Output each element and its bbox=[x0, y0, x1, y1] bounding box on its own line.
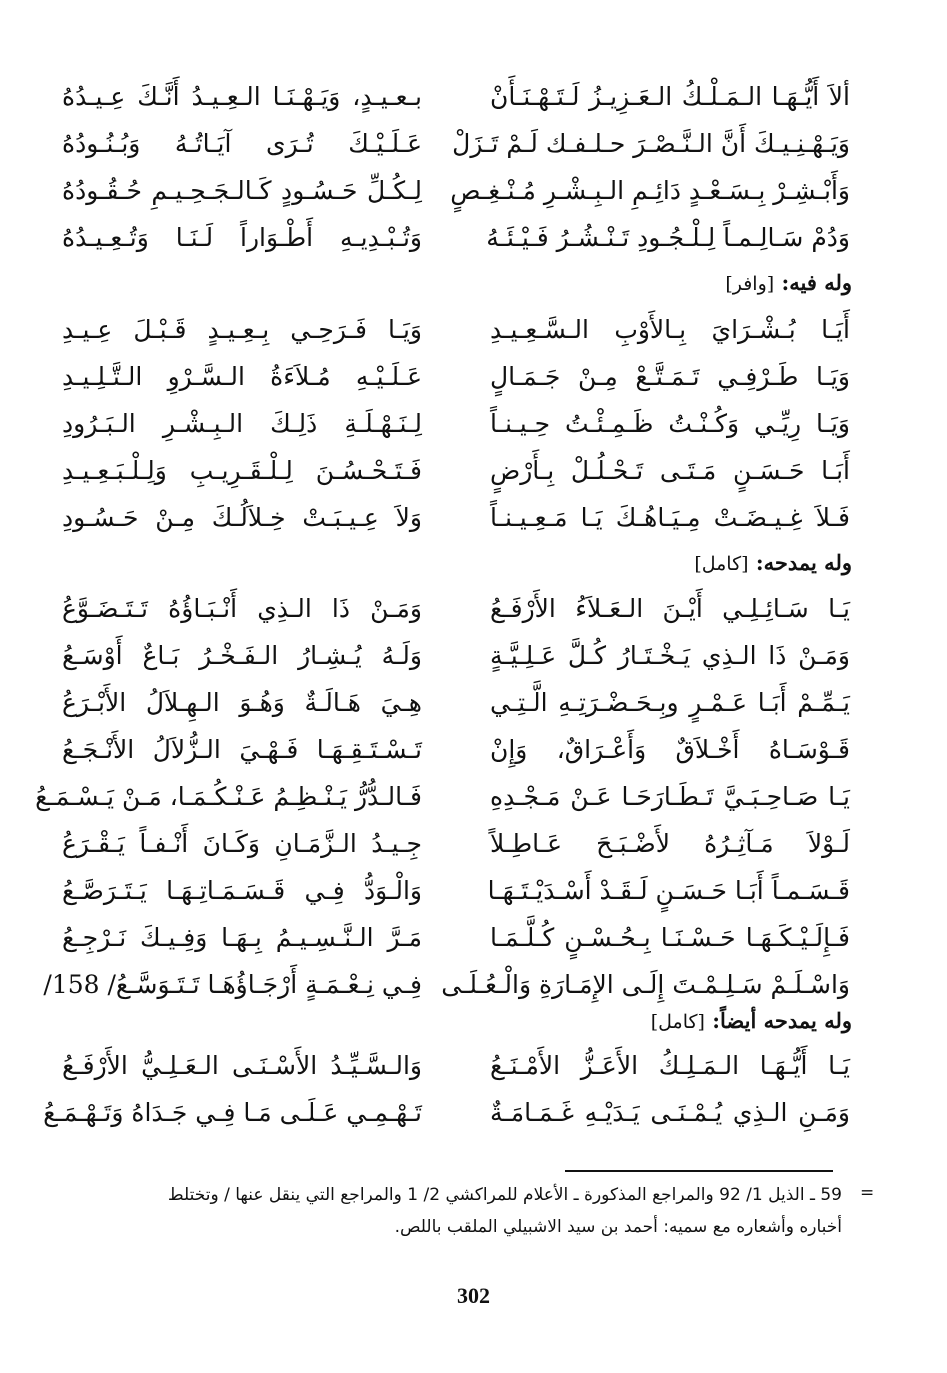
verse-row bbox=[62, 632, 850, 679]
verse-second-hemistich: وَلَـهُ يُـشِـارُ الـفَـخْـرُ بَـاعٌ أَوْسَـعُ bbox=[62, 641, 422, 670]
verse-row bbox=[35, 773, 850, 820]
verse-second-hemistich: مَـرَّ الـنَّـسِـيـمُ بِـهَـا وَفِـيـكَ نَـرْجِـعُ bbox=[62, 923, 422, 952]
verse-row bbox=[62, 447, 850, 494]
verse-second-hemistich: وَالْـوَدُّ فِـي قَـسَـمَـاتِـهَـا يَـتَـرَصَّـعُ bbox=[62, 876, 422, 905]
verse-second-hemistich: عَـلَـيْـهِ مُـلاَءَةُ الـسَّـرْوِ الـتَّـلِـيـدِ bbox=[62, 362, 422, 391]
verse-first-hemistich: فَـلاَ غِـيـضَـتْ مِـيَـاهُـكَ يَـا مَـعِـيـنـاً bbox=[490, 503, 850, 532]
verse-first-hemistich: لَـوْلاَ مَـآثِـرُهُ لأَضْـبَـحَ عَـاطِـلاً bbox=[490, 829, 850, 858]
verse-second-hemistich: عَـلَـيْـكَ تُـرَى آيَـاتُـهُ وَبُـنُـودُهُ bbox=[62, 129, 422, 158]
verse-row bbox=[43, 1089, 850, 1136]
verse-first-hemistich: وَأَبْـشِـرْ بِـسَـعْـدٍ دَائِـمِ الـبِـشْـرِ مُـنْـغِـصٍ bbox=[450, 176, 850, 205]
verse-first-hemistich: يَـا أَيُّـهَـا الـمَـلِـكُ الأَعَـزُّ الأَمْـنَـعُ bbox=[490, 1051, 850, 1080]
verse-second-hemistich: فَـالـدُّرُّ يَـنْـظِـمُ عَـنْـكُـمَـا، مَـنْ يَـسْـمَـعُ bbox=[35, 782, 422, 811]
verse-second-hemistich: تَـهْـمِـي عَـلَـى مَـا فِـي جَـدَاهُ وَتَـهْـمَـعُ bbox=[43, 1098, 422, 1127]
verse-first-hemistich: وَاسْـلَـمْ سَـلِـمْـتَ إِلَـى الإِمَـارَةِ وَالْـعُـلَـى bbox=[441, 970, 850, 999]
footnote-continuation-mark: = bbox=[860, 1183, 875, 1203]
verse-second-hemistich: وَتُـبْـدِيـهِ أَطْـوَاراً لَـنَـا وَتُـعِـيـدُهُ bbox=[62, 223, 422, 252]
verse-row bbox=[62, 726, 850, 773]
verse-first-hemistich: ألاَ أَيُّـهَـا الـمَـلْـكُ الـعَـزِيـزُ لَـتَـهْـنَـأَنْ bbox=[490, 82, 850, 111]
heading-text: وله يمدحه: bbox=[755, 550, 852, 575]
verse-second-hemistich: لِـكُـلِّ حَـسُـودٍ كَـالـجَـحِـيـمِ حُـقُـودُهُ bbox=[62, 176, 422, 205]
verse-first-hemistich: أَيَـا بُـشْـرَايَ بِـالأَوْبِ الـسَّـعِـيـدِ bbox=[490, 315, 850, 344]
verse-second-hemistich: وَمَـنْ ذَا الـذِي أَنْـبَـاؤُهُ تَـتَـضَـوَّعُ bbox=[62, 594, 422, 623]
verse-first-hemistich: أَبَـا حَـسَـنٍ مَـتَـى تَـحْـلُـلْ بِـأَرْضٍ bbox=[490, 456, 850, 485]
verse-first-hemistich: وَدُمْ سَـالِـمـاً لِـلْـجُـودِ تَـنْـشُـرُ فَـيْـئَـهُ bbox=[486, 223, 850, 252]
poem-heading bbox=[651, 1006, 852, 1037]
verse-row bbox=[43, 961, 850, 1008]
poem-block-2 bbox=[62, 306, 850, 541]
verse-row bbox=[62, 120, 850, 167]
verse-first-hemistich: وَيَـا طَـرْفِـي تَـمَـتَّـعْ مِـنْ جَـمَـالٍ bbox=[490, 362, 850, 391]
verse-second-hemistich: هِـيَ هَـالَـةٌ وَهُـوَ الـهِـلاَلُ الأَبْـرَعُ bbox=[62, 688, 422, 717]
verse-first-hemistich: قَـسَـمـاً أَبَـا حَـسَـنٍ لَـقَـدْ أَسْـدَيْـتَـهَـا bbox=[487, 876, 850, 905]
verse-row bbox=[62, 1042, 850, 1089]
verse-second-hemistich: لِـنَـهْـلَـةِ ذَلِـكَ الـبِـشْـرِ الـبَـرُودِ bbox=[62, 409, 422, 438]
verse-row bbox=[62, 353, 850, 400]
verse-second-hemistich: فَـتَـحْـسُـنَ لِـلْـقَـرِيـبِ وَلِـلْـبَـعِـيـدِ bbox=[62, 456, 422, 485]
meter-label: [كامل] bbox=[694, 553, 749, 575]
verse-second-hemistich: وَلاَ عِـيـبَـتْ خِـلاَلُـكَ مِـنْ حَـسُـودِ bbox=[62, 503, 422, 532]
verse-first-hemistich: وَمَـنِ الـذِي يُـمْـنَـى يَـدَيْـهِ غَـمَـامَـةٌ bbox=[490, 1098, 850, 1127]
poem-heading bbox=[694, 548, 852, 579]
verse-row bbox=[62, 867, 850, 914]
verse-first-hemistich: يَـا سَـائِـلِـي أَيْـنَ الـعَـلاَءُ الأَرْفَـعُ bbox=[490, 594, 850, 623]
verse-row bbox=[62, 167, 850, 214]
verse-row bbox=[62, 494, 850, 541]
poem-heading bbox=[725, 268, 852, 299]
heading-text: وله فيه: bbox=[781, 270, 852, 295]
verse-row bbox=[62, 585, 850, 632]
verse-first-hemistich: قَـوْسَـاهُ أَخْـلاَقٌ وَأَعْـرَاقٌ، وَإِنْ bbox=[490, 735, 850, 764]
verse-second-hemistich: جِـيـدُ الـزَّمَـانِ وَكَـانَ أَنْـفـاً يَـقْـرَعُ bbox=[62, 829, 422, 858]
poem-block-4 bbox=[43, 1042, 850, 1136]
verse-row bbox=[62, 400, 850, 447]
verse-second-hemistich: فِـي نِـعْـمَـةٍ أَرْجَـاؤُهَـا تَـتَـوَسَّـعُ/ 158/ bbox=[43, 970, 422, 999]
verse-first-hemistich: وَيَـا رِيِّـي وَكُـنْـتُ ظَـمِـئْـتُ حِـيـنـاً bbox=[490, 409, 850, 438]
meter-label: [كامل] bbox=[650, 1011, 705, 1033]
verse-row bbox=[62, 820, 850, 867]
verse-first-hemistich: وَمَـنْ ذَا الـذِي يَـخْـتَـارُ كُـلَّ عَـلِـيَّـةٍ bbox=[490, 641, 850, 670]
footnote-line-1: 59 ـ الذيل 1/ 92 والمراجع المذكورة ـ الأعلام للمراكشي 2/ 1 والمراجع التي ينقل عنها / وتختلط bbox=[167, 1185, 842, 1205]
verse-row bbox=[62, 679, 850, 726]
verse-row bbox=[62, 914, 850, 961]
verse-second-hemistich: تَـسْـتَـقِـهَـا فَـهْـيَ الـزُّلاَلُ الأَنْـجَـعُ bbox=[62, 735, 422, 764]
footnote-separator bbox=[565, 1170, 833, 1172]
verse-first-hemistich: وَيَـهْـنِـيـكَ أَنَّ الـنَّـصْـرَ حـلـفـك لَـمْ تَـزَلْ bbox=[452, 129, 850, 158]
page-number: 302 bbox=[457, 1283, 490, 1308]
verse-first-hemistich: فَـإِلَـيْـكَـهَـا حَـسْـنَـا بِـحُـسْـنٍ كُـلَّـمَـا bbox=[490, 923, 850, 952]
verse-second-hemistich: بـعـيـدٍ، وَيَـهْـنَـا الـعِـيـدُ أَنَّـكَ عِـيـدُهُ bbox=[62, 82, 422, 111]
heading-text: وله يمدحه أيضاً: bbox=[712, 1008, 852, 1033]
verse-row bbox=[62, 214, 850, 261]
poem-block-1 bbox=[62, 73, 850, 261]
poem-block-3 bbox=[35, 585, 850, 1008]
verse-row bbox=[62, 306, 850, 353]
verse-second-hemistich: وَالـسَّـيِّـدُ الأَسْـنَـى الـعَـلِـيُّ الأَرْفَـعُ bbox=[62, 1051, 422, 1080]
verse-first-hemistich: يَـا صَـاحِـبَـيَّ تَـطَـارَحَـا عَـنْ مَـجْـدِهِ bbox=[490, 782, 850, 811]
verse-first-hemistich: يَـمِّـمْ أَبَـا عَـمْـرٍ وبِـحَـضْـرَتِـهِ الَّـتِـي bbox=[490, 688, 850, 717]
verse-row bbox=[62, 73, 850, 120]
footnote-line-2: أخباره وأشعاره مع سميه: أحمد بن سيد الاشبيلي الملقب باللص. bbox=[394, 1217, 842, 1237]
meter-label: [وافر] bbox=[725, 273, 775, 295]
verse-second-hemistich: وَيَـا فَـرَحِـي بِـعِـيـدٍ قَـبْـلَ عِـيـدِ bbox=[62, 315, 422, 344]
